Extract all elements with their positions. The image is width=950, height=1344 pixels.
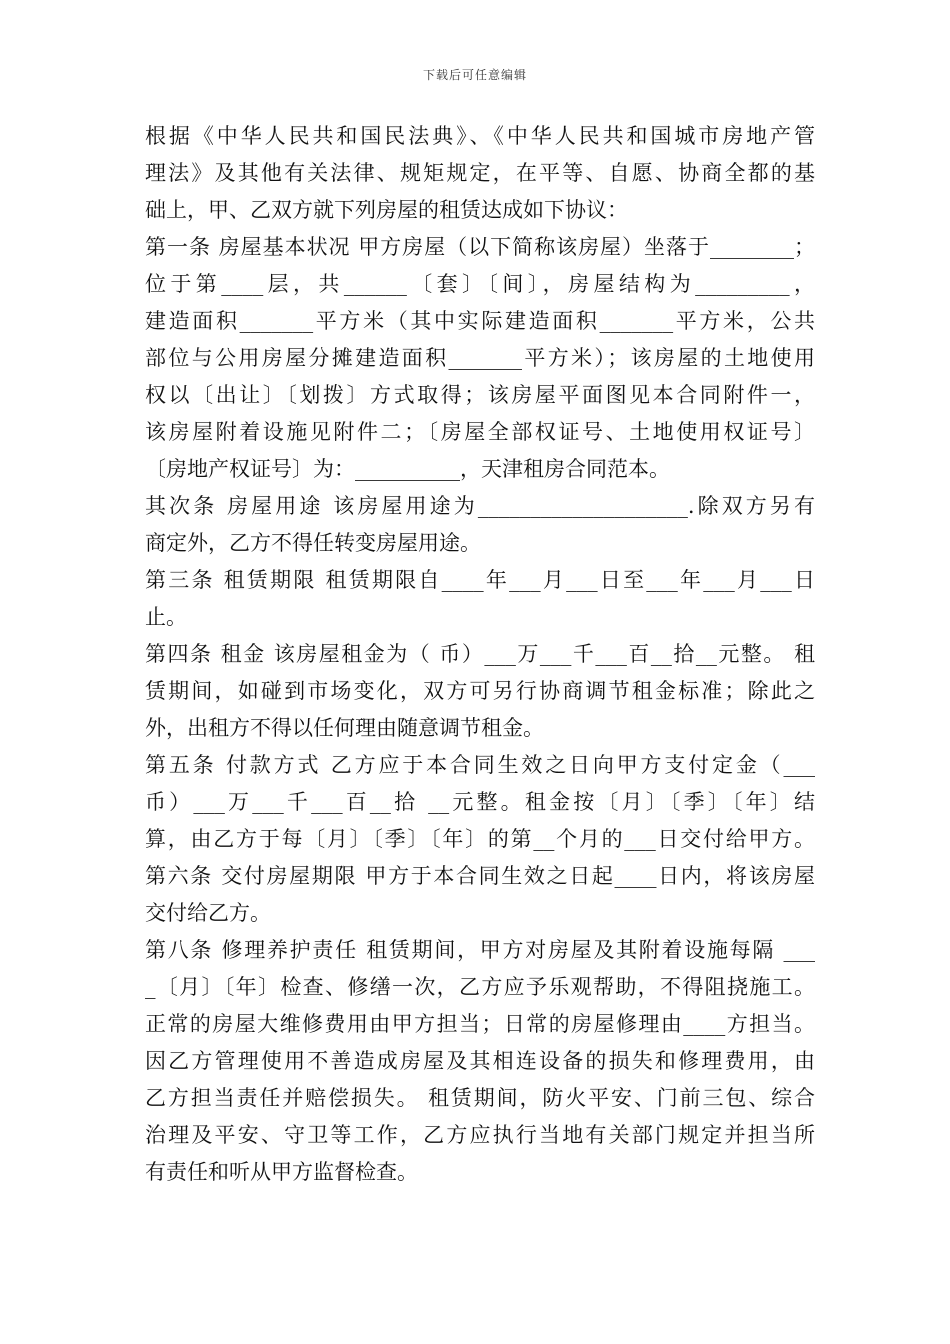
text-line: 第四条 租金 该房屋租金为（ 币）___万___千___百__拾__元整。 租: [145, 642, 815, 666]
text-line: 础上，甲、乙双方就下列房屋的租赁达成如下协议：: [145, 198, 628, 222]
page-header-note: 下载后可任意编辑: [422, 68, 527, 82]
document-body: [145, 118, 815, 1191]
text-line: 第五条 付款方式 乙方应于本合同生效之日向甲方支付定金（___: [145, 753, 815, 777]
text-line: 其次条 房屋用途 该房屋用途为____________________.除双方另有: [145, 494, 815, 518]
text-line: 商定外，乙方不得任转变房屋用途。: [145, 531, 481, 555]
text-line: 币）___万___千___百__拾 __元整。租金按〔月〕〔季〕〔年〕结: [145, 790, 815, 814]
text-line: 理法》及其他有关法律、规矩规定，在平等、自愿、协商全都的基: [145, 161, 815, 185]
text-line: 权以〔出让〕〔划拨〕方式取得；该房屋平面图见本合同附件一，: [145, 383, 815, 407]
text-line: 算，由乙方于每〔月〕〔季〕〔年〕的第__个月的___日交付给甲方。: [145, 827, 815, 851]
text-line: 止。: [145, 605, 187, 629]
text-line: 根据《中华人民共和国民法典》、《中华人民共和国城市房地产管: [145, 124, 815, 148]
text-line: 交付给乙方。: [145, 901, 271, 925]
text-line: 正常的房屋大维修费用由甲方担当；日常的房屋修理由____方担当。: [145, 1012, 815, 1036]
text-line: 第三条 租赁期限 租赁期限自____年___月___日至___年___月___日: [145, 568, 815, 592]
text-line: 该房屋附着设施见附件二；〔房屋全部权证号、土地使用权证号〕: [145, 420, 815, 444]
text-line: 外，出租方不得以任何理由随意调节租金。: [145, 716, 544, 740]
text-line: 位于第____层，共______〔套〕〔间〕，房屋结构为_________，: [145, 272, 815, 296]
text-line: 乙方担当责任并赔偿损失。 租赁期间，防火平安、门前三包、综合: [145, 1086, 815, 1110]
text-line: 第一条 房屋基本状况 甲方房屋（以下简称该房屋）坐落于________；: [145, 235, 815, 259]
text-line: 第八条 修理养护责任 租赁期间，甲方对房屋及其附着设施每隔 ___: [145, 938, 815, 962]
text-line: 部位与公用房屋分摊建造面积_______平方米）；该房屋的土地使用: [145, 346, 815, 370]
text-line: 第六条 交付房屋期限 甲方于本合同生效之日起____日内，将该房屋: [145, 864, 815, 888]
text-line: 〔房地产权证号〕为：__________，天津租房合同范本。: [145, 457, 670, 481]
text-line: _〔月〕〔年〕检查、修缮一次，乙方应予乐观帮助，不得阻挠施工。: [145, 975, 815, 999]
text-line: 治理及平安、守卫等工作，乙方应执行当地有关部门规定并担当所: [145, 1123, 815, 1147]
text-line: 有责任和听从甲方监督检查。: [145, 1160, 418, 1184]
text-line: 建造面积_______平方米（其中实际建造面积_______平方米，公共: [145, 309, 815, 333]
text-line: 因乙方管理使用不善造成房屋及其相连设备的损失和修理费用，由: [145, 1049, 815, 1073]
text-line: 赁期间，如碰到市场变化，双方可另行协商调节租金标准；除此之: [145, 679, 815, 703]
